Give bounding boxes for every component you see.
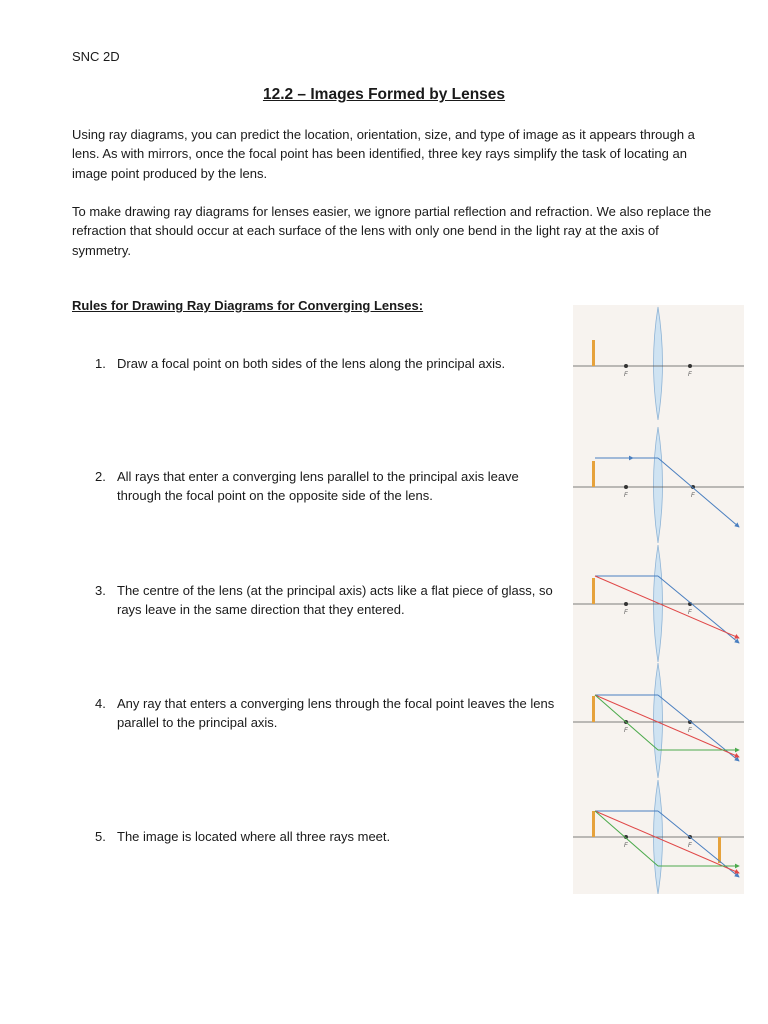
rule-text: All rays that enter a converging lens parallel to the principal axis leave through the focal point on the opposite side of the lens.	[117, 469, 519, 503]
focal-point	[624, 485, 628, 489]
course-code: SNC 2D	[72, 49, 120, 64]
ray-diagram-panel	[573, 305, 744, 894]
center-ray	[595, 695, 739, 757]
object-arrow	[592, 696, 595, 722]
intro-paragraph: Using ray diagrams, you can predict the location, orientation, size, and type of image as it appears through a lens. As with mirrors, once the focal point has been identified, three key rays simplify the task of locating an image point produced by the lens.	[72, 127, 695, 181]
simplification-paragraph: To make drawing ray diagrams for lenses easier, we ignore partial reflection and refraction. We also replace the refraction that should occur at each surface of the lens with only one bend in the light ray at the axis of symmetry.	[72, 204, 712, 258]
lens-shape	[654, 307, 663, 420]
ray-diagram-svg	[573, 305, 744, 894]
refracted-ray	[658, 695, 739, 761]
rule-number: 3.	[95, 583, 106, 598]
focal-label: F	[624, 372, 628, 378]
focal-label: F	[688, 372, 692, 378]
center-ray	[595, 811, 739, 873]
focal-label: F	[688, 843, 692, 849]
focal-label: F	[624, 728, 628, 734]
focal-ray	[595, 811, 658, 866]
rule-number: 1.	[95, 356, 106, 371]
rules-heading: Rules for Drawing Ray Diagrams for Converging Lenses:	[72, 298, 424, 313]
rule-text: The image is located where all three rays meet.	[117, 829, 391, 844]
diagram-image-formation	[573, 780, 744, 894]
object-arrow	[592, 811, 595, 837]
object-arrow	[592, 340, 595, 366]
focal-label: F	[624, 843, 628, 849]
lens-shape	[654, 427, 663, 543]
rule-text: Draw a focal point on both sides of the lens along the principal axis.	[117, 356, 506, 371]
diagram-focal-points	[573, 307, 744, 420]
rule-text: The centre of the lens (at the principal axis) acts like a flat piece of glass, so rays leave in the same direction that they entered.	[117, 583, 553, 617]
diagram-parallel-ray	[573, 427, 744, 543]
focal-label: F	[688, 728, 692, 734]
focal-point	[624, 602, 628, 606]
refracted-ray	[658, 458, 739, 527]
diagram-focal-ray	[573, 663, 744, 778]
refracted-ray	[658, 811, 739, 877]
focal-point	[688, 364, 692, 368]
object-arrow	[592, 578, 595, 604]
rule-text: Any ray that enters a converging lens through the focal point leaves the lens parallel to the principal axis.	[117, 696, 555, 730]
rule-number: 5.	[95, 829, 106, 844]
focal-ray	[595, 695, 658, 750]
image-arrow	[718, 837, 721, 863]
focal-point	[624, 364, 628, 368]
focal-label: F	[688, 610, 692, 616]
rule-number: 4.	[95, 696, 106, 711]
center-ray	[595, 576, 739, 638]
diagram-center-ray	[573, 545, 744, 662]
focal-label: F	[624, 493, 628, 499]
focal-label: F	[624, 610, 628, 616]
rule-number: 2.	[95, 469, 106, 484]
page-title: 12.2 – Images Formed by Lenses	[262, 86, 506, 103]
object-arrow	[592, 461, 595, 487]
focal-label: F	[691, 493, 695, 499]
